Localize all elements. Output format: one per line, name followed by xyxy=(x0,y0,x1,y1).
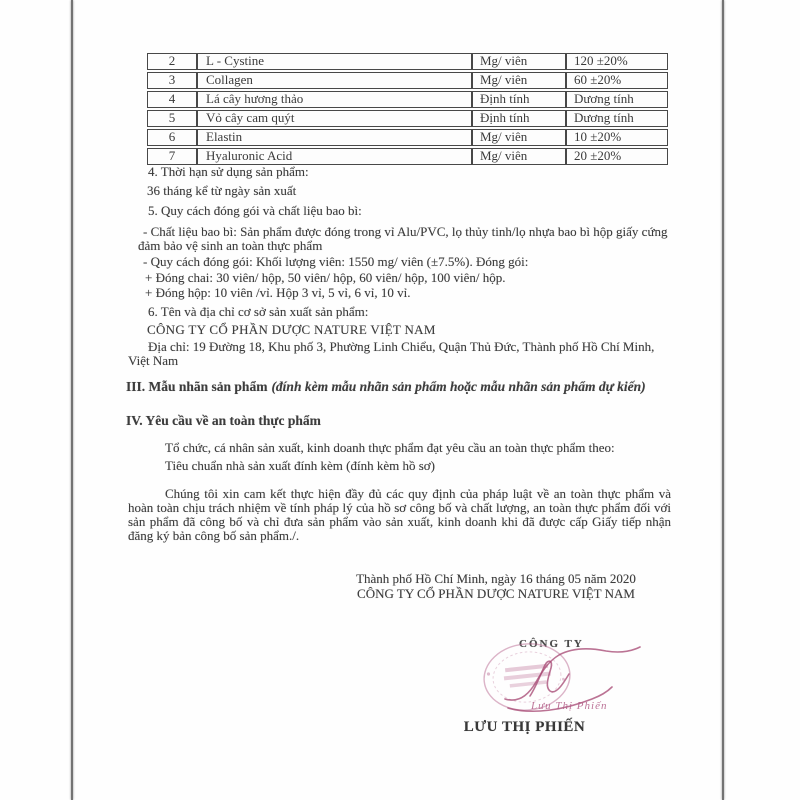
place-date-line: Thành phố Hồ Chí Minh, ngày 16 tháng 05 năm 2020 xyxy=(356,571,636,586)
cell-name: Elastin xyxy=(197,129,472,146)
table-row xyxy=(147,148,668,165)
cell-unit: Mg/ viên xyxy=(472,148,566,165)
cell-no: 2 xyxy=(147,53,197,70)
cell-value: 20 ±20% xyxy=(566,148,668,165)
cell-name: Vỏ cây cam quýt xyxy=(197,110,472,127)
cell-unit: Định tính xyxy=(472,110,566,127)
section5-box: + Đóng hộp: 10 viên /vỉ. Hộp 3 vỉ, 5 vỉ, 6 vỉ, 10 vỉ. xyxy=(145,285,411,300)
section5-material: - Chất liệu bao bì: Sản phẩm được đóng trong vỉ Alu/PVC, lọ thủy tinh/lọ nhựa bao bì hộp giấy cứng đảm bảo vệ sinh an toàn thực phẩm xyxy=(138,224,668,253)
page-edge-left-line xyxy=(71,0,73,800)
cell-value: 10 ±20% xyxy=(566,129,668,146)
requirement-line1: Tổ chức, cá nhân sản xuất, kinh doanh thực phẩm đạt yêu cầu an toàn thực phẩm theo: xyxy=(165,440,615,455)
cell-name: Collagen xyxy=(197,72,472,89)
cell-no: 3 xyxy=(147,72,197,89)
table-row xyxy=(147,72,668,89)
ingredients-table xyxy=(147,51,668,167)
table-row xyxy=(147,53,668,70)
signature-block xyxy=(340,571,652,601)
section4-title: 4. Thời hạn sử dụng sản phẩm: xyxy=(148,164,309,179)
signed-name-script: Lưu Thị Phiến xyxy=(531,700,608,712)
cell-no: 7 xyxy=(147,148,197,165)
page-edge-right-line xyxy=(722,0,724,800)
heading-iii-note: (đính kèm mẫu nhãn sản phẩm hoặc mẫu nhãn sản phẩm dự kiến) xyxy=(271,379,646,394)
cell-no: 4 xyxy=(147,91,197,108)
commitment-paragraph: Chúng tôi xin cam kết thực hiện đầy đủ các quy định của pháp luật về an toàn thực phẩm và hoàn toàn chịu trách nhiệm về tính pháp lý của hồ sơ công bố và chất lượng, an toàn thực phẩm đối với sản phẩm đã công bố và chỉ đưa sản phẩm vào sản xuất, kinh doanh khi đã được cấp Giấy tiếp nhận đăng ký bản công bố sản phẩm./. xyxy=(128,486,671,543)
heading-iii xyxy=(126,379,646,395)
section5-packing: - Quy cách đóng gói: Khối lượng viên: 1550 mg/ viên (±7.5%). Đóng gói: xyxy=(143,254,529,269)
cell-unit: Mg/ viên xyxy=(472,72,566,89)
cell-unit: Mg/ viên xyxy=(472,129,566,146)
cell-unit: Mg/ viên xyxy=(472,53,566,70)
cell-no: 6 xyxy=(147,129,197,146)
heading-iv: IV. Yêu cầu về an toàn thực phẩm xyxy=(126,413,321,428)
section6-company: CÔNG TY CỔ PHẦN DƯỢC NATURE VIỆT NAM xyxy=(147,322,436,337)
section6-title: 6. Tên và địa chỉ cơ sở sản xuất sản phẩm: xyxy=(148,304,369,319)
table-row xyxy=(147,129,668,146)
signer-name: LƯU THỊ PHIẾN xyxy=(463,719,586,735)
cell-value: Dương tính xyxy=(566,91,668,108)
cell-name: L - Cystine xyxy=(197,53,472,70)
cell-name: Lá cây hương thảo xyxy=(197,91,472,108)
cell-value: 60 ±20% xyxy=(566,72,668,89)
section6-address: Địa chỉ: 19 Đường 18, Khu phố 3, Phường Linh Chiểu, Quận Thủ Đức, Thành phố Hồ Chí Minh, Việt Nam xyxy=(128,339,655,368)
stamp-header-label: CÔNG TY xyxy=(519,638,584,650)
cell-unit: Định tính xyxy=(472,91,566,108)
cell-value: Dương tính xyxy=(566,110,668,127)
signing-company-line: CÔNG TY CỔ PHẦN DƯỢC NATURE VIỆT NAM xyxy=(357,586,635,601)
section5-bottle: + Đóng chai: 30 viên/ hộp, 50 viên/ hộp, 60 viên/ hộp, 100 viên/ hộp. xyxy=(145,270,506,285)
table-row xyxy=(147,91,668,108)
cell-name: Hyaluronic Acid xyxy=(197,148,472,165)
section4-body: 36 tháng kể từ ngày sản xuất xyxy=(147,183,297,198)
requirement-line2: Tiêu chuẩn nhà sản xuất đính kèm (đính kèm hồ sơ) xyxy=(165,458,435,473)
section5-title: 5. Quy cách đóng gói và chất liệu bao bì: xyxy=(148,203,362,218)
table-row xyxy=(147,110,668,127)
cell-no: 5 xyxy=(147,110,197,127)
heading-iii-title: III. Mẫu nhãn sản phẩm xyxy=(126,379,268,394)
cell-value: 120 ±20% xyxy=(566,53,668,70)
